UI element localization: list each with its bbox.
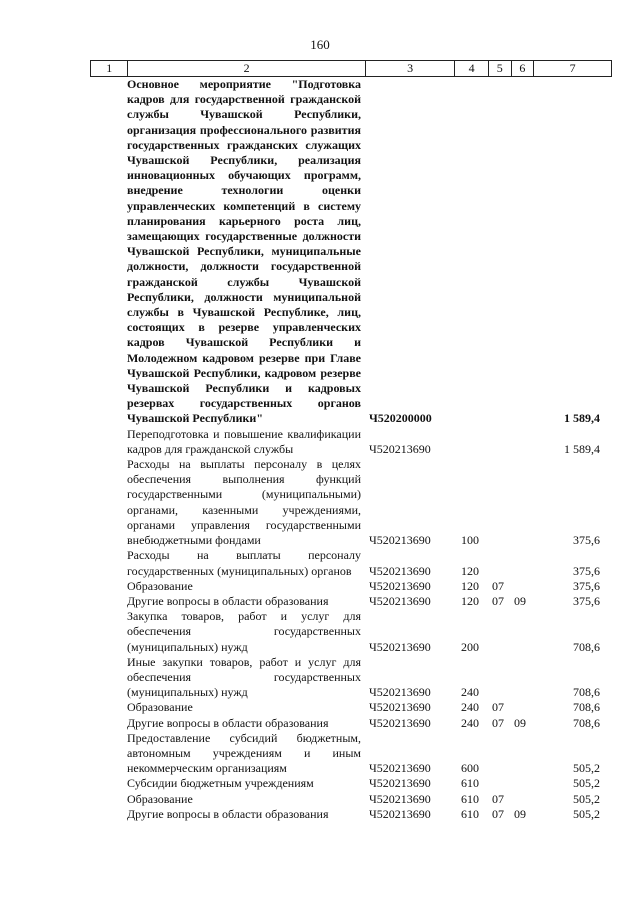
- row-type-code: 200: [461, 639, 479, 654]
- row-amount: 375,6: [573, 578, 600, 593]
- row-name: Переподготовка и повышение квалификации кадров для гражданской службы: [127, 426, 361, 456]
- row-code: Ч520213690: [369, 685, 431, 700]
- row-amount: 505,2: [573, 791, 600, 806]
- row-subsection-code: 09: [514, 593, 526, 608]
- row-amount: 505,2: [573, 761, 600, 776]
- row-amount: 375,6: [573, 563, 600, 578]
- row-name: Образование: [127, 578, 193, 593]
- table-row: [90, 579, 612, 594]
- row-code: Ч520213690: [369, 776, 431, 791]
- row-amount: 1 589,4: [564, 441, 600, 456]
- row-subsection-code: 09: [514, 806, 526, 821]
- table-body: [90, 77, 612, 822]
- row-code: Ч520200000: [369, 411, 432, 426]
- row-type-code: 240: [461, 700, 479, 715]
- row-amount: 375,6: [573, 533, 600, 548]
- table-row: [90, 716, 612, 731]
- table-row: [90, 731, 612, 777]
- table-row: [90, 457, 612, 548]
- row-amount: 1 589,4: [564, 411, 600, 426]
- row-type-code: 120: [461, 563, 479, 578]
- header-col-6: 6: [511, 61, 534, 76]
- row-section-code: 07: [492, 715, 504, 730]
- row-code: Ч520213690: [369, 441, 431, 456]
- table-row: [90, 609, 612, 655]
- row-code: Ч520213690: [369, 639, 431, 654]
- row-name: Расходы на выплаты персоналу в целях обеспечения выполнения функций государственными (муниципальными) органами, казенными учреждениями, органами управления государственными внебюджетными фондами: [127, 457, 361, 548]
- row-code: Ч520213690: [369, 791, 431, 806]
- row-code: Ч520213690: [369, 593, 431, 608]
- header-col-3: 3: [365, 61, 455, 76]
- row-type-code: 610: [461, 776, 479, 791]
- row-code: Ч520213690: [369, 700, 431, 715]
- table-row: [90, 655, 612, 701]
- header-col-1: 1: [90, 61, 127, 76]
- row-section-code: 07: [492, 593, 504, 608]
- row-name: Субсидии бюджетным учреждениям: [127, 776, 314, 791]
- header-col-4: 4: [454, 61, 488, 76]
- row-type-code: 120: [461, 593, 479, 608]
- table-row: [90, 807, 612, 822]
- table-row: [90, 776, 612, 791]
- row-type-code: 600: [461, 761, 479, 776]
- row-name: Иные закупки товаров, работ и услуг для обеспечения государственных (муниципальных) нужд: [127, 654, 361, 700]
- table-row: [90, 792, 612, 807]
- table-row: [90, 548, 612, 578]
- row-name: Другие вопросы в области образования: [127, 806, 329, 821]
- table-row: [90, 700, 612, 715]
- row-type-code: 240: [461, 685, 479, 700]
- row-amount: 505,2: [573, 776, 600, 791]
- row-name: Другие вопросы в области образования: [127, 715, 329, 730]
- header-col-2: 2: [127, 61, 364, 76]
- row-name: Расходы на выплаты персоналу государственных (муниципальных) органов: [127, 548, 361, 578]
- row-name: Основное мероприятие "Подготовка кадров для государственной гражданской службы Чувашской Республики, организация профессионального развития государственных гражданских служащих Чувашской Республики, реализация инновационных обучающих программ, внедрение технологии оценки управленческих компетенций в систему планирования карьерного роста лиц, замещающих государственные должности Чувашской Республики, муниципальные должности, должности государственной гражданской службы Чувашской Республики, должности муниципальной службы в Чувашской Республике, лиц, состоящих в резерве управленческих кадров Чувашской Республики и Молодежном кадровом резерве при Главе Чувашской Республики, кадровом резерве Чувашской Республики и кадровых резервах государственных органов Чувашской Республики": [127, 77, 361, 426]
- row-type-code: 610: [461, 791, 479, 806]
- row-code: Ч520213690: [369, 533, 431, 548]
- row-type-code: 120: [461, 578, 479, 593]
- header-col-5: 5: [488, 61, 511, 76]
- row-name: Другие вопросы в области образования: [127, 593, 329, 608]
- row-type-code: 610: [461, 806, 479, 821]
- table-row: [90, 77, 612, 427]
- row-section-code: 07: [492, 700, 504, 715]
- row-code: Ч520213690: [369, 578, 431, 593]
- row-name: Образование: [127, 700, 193, 715]
- row-code: Ч520213690: [369, 806, 431, 821]
- row-amount: 375,6: [573, 593, 600, 608]
- row-type-code: 240: [461, 715, 479, 730]
- table-row: [90, 427, 612, 457]
- row-section-code: 07: [492, 578, 504, 593]
- row-name: Образование: [127, 791, 193, 806]
- row-name: Закупка товаров, работ и услуг для обеспечения государственных (муниципальных) нужд: [127, 609, 361, 654]
- row-subsection-code: 09: [514, 715, 526, 730]
- row-name: Предоставление субсидий бюджетным, автономным учреждениям и иным некоммерческим организациям: [127, 730, 361, 776]
- row-section-code: 07: [492, 806, 504, 821]
- row-amount: 708,6: [573, 715, 600, 730]
- budget-table: [90, 60, 612, 822]
- header-col-7: 7: [533, 61, 612, 76]
- page-number: 160: [310, 37, 330, 52]
- row-code: Ч520213690: [369, 761, 431, 776]
- row-amount: 708,6: [573, 685, 600, 700]
- row-type-code: 100: [461, 533, 479, 548]
- table-header: [90, 60, 612, 77]
- row-amount: 708,6: [573, 639, 600, 654]
- row-code: Ч520213690: [369, 563, 431, 578]
- row-code: Ч520213690: [369, 715, 431, 730]
- row-section-code: 07: [492, 791, 504, 806]
- table-row: [90, 594, 612, 609]
- row-amount: 505,2: [573, 806, 600, 821]
- row-amount: 708,6: [573, 700, 600, 715]
